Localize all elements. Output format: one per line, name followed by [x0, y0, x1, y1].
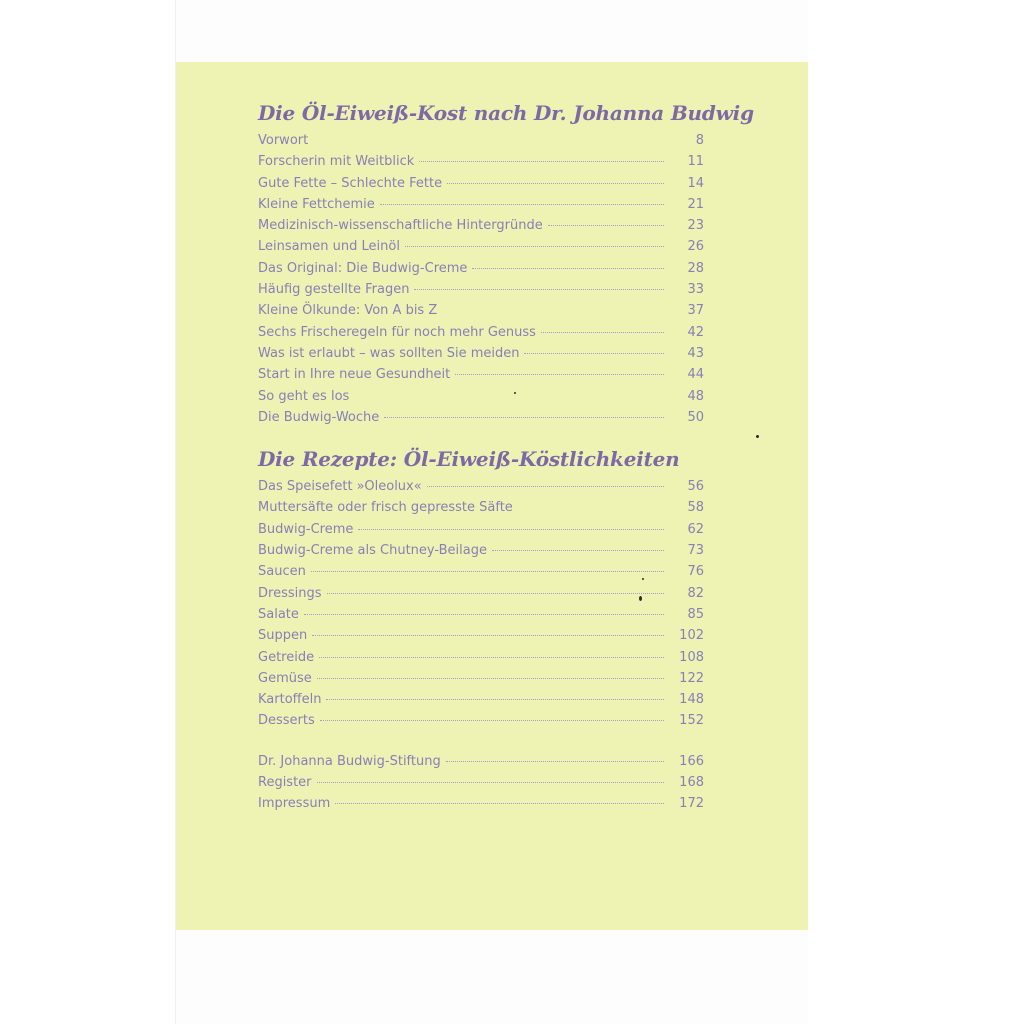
toc-entry[interactable]: [258, 279, 704, 300]
dot-leader: [524, 353, 664, 354]
scan-speck: [642, 578, 644, 580]
entry-page-number: 37: [687, 303, 704, 319]
toc-entry[interactable]: [258, 407, 704, 428]
entry-page-number: 148: [679, 692, 704, 708]
section-title-recipes: Die Rezepte: Öl-Eiweiß-Köstlichkeiten: [258, 447, 680, 472]
entry-page-number: 85: [687, 606, 704, 622]
section-entries-oil-protein-diet: [258, 130, 704, 428]
entry-title: Register: [258, 775, 312, 791]
scan-speck: [514, 392, 516, 394]
toc-entry[interactable]: [258, 625, 704, 646]
entry-title: Budwig-Creme: [258, 521, 354, 537]
entry-page-number: 21: [687, 196, 704, 212]
entry-page-number: 44: [687, 367, 704, 383]
toc-entry[interactable]: [258, 476, 704, 497]
dot-leader: [414, 289, 664, 290]
dot-leader: [405, 246, 664, 247]
entry-title: Die Budwig-Woche: [258, 409, 380, 425]
entry-page-number: 42: [687, 324, 704, 340]
entry-title: Saucen: [258, 564, 306, 580]
entry-title: Suppen: [258, 628, 308, 644]
toc-entry[interactable]: [258, 322, 704, 343]
entry-title: Kartoffeln: [258, 692, 322, 708]
entry-title: Muttersäfte oder frisch gepresste Säfte: [258, 500, 513, 516]
entry-page-number: 172: [679, 796, 704, 812]
entry-title: Medizinisch-wissenschaftliche Hintergründe: [258, 218, 543, 234]
entry-page-number: 108: [679, 649, 704, 665]
entry-title: So geht es los: [258, 388, 350, 404]
toc-entry[interactable]: [258, 300, 704, 321]
dot-leader: [311, 571, 664, 572]
entry-title: Gute Fette – Schlechte Fette: [258, 175, 443, 191]
dot-leader: [320, 720, 664, 721]
entry-title: Was ist erlaubt – was sollten Sie meiden: [258, 345, 520, 361]
entry-page-number: 166: [679, 753, 704, 769]
dot-leader: [358, 529, 664, 530]
entry-title: Dressings: [258, 585, 322, 601]
toc-entry[interactable]: [258, 689, 704, 710]
toc-entry[interactable]: [258, 364, 704, 385]
toc-entry[interactable]: [258, 604, 704, 625]
entry-title: Vorwort: [258, 133, 309, 148]
entry-page-number: 168: [679, 775, 704, 791]
entry-title: Salate: [258, 606, 299, 622]
entry-page-number: 33: [687, 282, 704, 298]
dot-leader: [327, 593, 665, 594]
entry-page-number: 48: [687, 388, 704, 404]
section-entries-recipes: [258, 476, 704, 732]
entry-title: Forscherin mit Weitblick: [258, 154, 415, 170]
dot-leader: [335, 803, 664, 804]
entry-title: Impressum: [258, 796, 331, 812]
entry-title: Kleine Fettchemie: [258, 196, 375, 212]
dot-leader: [446, 761, 664, 762]
toc-entry[interactable]: [258, 343, 704, 364]
scan-speck: [756, 435, 759, 438]
dot-leader: [317, 782, 664, 783]
section-spacer: [258, 732, 704, 751]
entry-page-number: 122: [679, 670, 704, 686]
toc-entry[interactable]: [258, 173, 704, 194]
toc-entry[interactable]: [258, 130, 704, 151]
entry-page-number: 102: [679, 628, 704, 644]
dot-leader: [326, 699, 664, 700]
toc-entry[interactable]: [258, 561, 704, 582]
entry-title: Dr. Johanna Budwig-Stiftung: [258, 753, 441, 769]
entry-page-number: 56: [687, 479, 704, 495]
entry-page-number: 58: [687, 500, 704, 516]
toc-entry[interactable]: [258, 194, 704, 215]
scan-speck: [639, 596, 642, 601]
toc-entry[interactable]: [258, 583, 704, 604]
entry-page-number: 50: [687, 409, 704, 425]
toc-entry[interactable]: [258, 215, 704, 236]
dot-leader: [472, 268, 664, 269]
dot-leader: [492, 550, 664, 551]
section-spacer: [258, 428, 704, 444]
section-entries-appendix: [258, 751, 704, 815]
dot-leader: [427, 486, 664, 487]
dot-leader: [380, 204, 664, 205]
entry-page-number: 62: [687, 521, 704, 537]
entry-title: Häufig gestellte Fragen: [258, 282, 410, 298]
entry-title: Budwig-Creme als Chutney-Beilage: [258, 543, 487, 559]
toc-entry[interactable]: [258, 497, 704, 518]
section-title-oil-protein-diet: Die Öl-Eiweiß-Kost nach Dr. Johanna Budwig: [258, 101, 754, 125]
toc-entry[interactable]: [258, 793, 704, 814]
toc-page: [176, 62, 808, 930]
toc-entry[interactable]: [258, 151, 704, 172]
toc-entry[interactable]: [258, 519, 704, 540]
entry-page-number: 82: [687, 585, 704, 601]
entry-page-number: 14: [687, 175, 704, 191]
entry-title: Desserts: [258, 713, 315, 729]
entry-page-number: 23: [687, 218, 704, 234]
toc-entry[interactable]: [258, 236, 704, 257]
entry-page-number: 26: [687, 239, 704, 255]
entry-page-number: 73: [687, 543, 704, 559]
toc-entry[interactable]: [258, 751, 704, 772]
dot-leader: [384, 417, 664, 418]
entry-title: Das Speisefett »Oleolux«: [258, 479, 422, 495]
entry-title: Gemüse: [258, 670, 312, 686]
entry-title: Sechs Frischeregeln für noch mehr Genuss: [258, 324, 536, 340]
entry-title: Getreide: [258, 649, 315, 665]
dot-leader: [312, 635, 664, 636]
entry-page-number: 43: [687, 345, 704, 361]
entry-page-number: 28: [687, 260, 704, 276]
dot-leader: [447, 183, 664, 184]
toc-entry[interactable]: [258, 540, 704, 561]
dot-leader: [541, 332, 664, 333]
entry-page-number: 11: [687, 154, 704, 170]
dot-leader: [304, 614, 664, 615]
dot-leader: [319, 657, 664, 658]
entry-page-number: 8: [695, 133, 704, 148]
entry-page-number: 76: [687, 564, 704, 580]
toc-entry[interactable]: [258, 772, 704, 793]
toc-entry[interactable]: [258, 386, 704, 407]
entry-title: Das Original: Die Budwig-Creme: [258, 260, 468, 276]
dot-leader: [455, 374, 664, 375]
toc-entry[interactable]: [258, 258, 704, 279]
dot-leader: [419, 161, 664, 162]
toc-content: [258, 98, 754, 815]
toc-entry[interactable]: [258, 710, 704, 731]
dot-leader: [548, 225, 664, 226]
toc-entry[interactable]: [258, 668, 704, 689]
entry-title: Leinsamen und Leinöl: [258, 239, 400, 255]
entry-title: Kleine Ölkunde: Von A bis Z: [258, 303, 438, 319]
entry-title: Start in Ihre neue Gesundheit: [258, 367, 451, 383]
toc-entry[interactable]: [258, 647, 704, 668]
dot-leader: [317, 678, 664, 679]
entry-page-number: 152: [679, 713, 704, 729]
